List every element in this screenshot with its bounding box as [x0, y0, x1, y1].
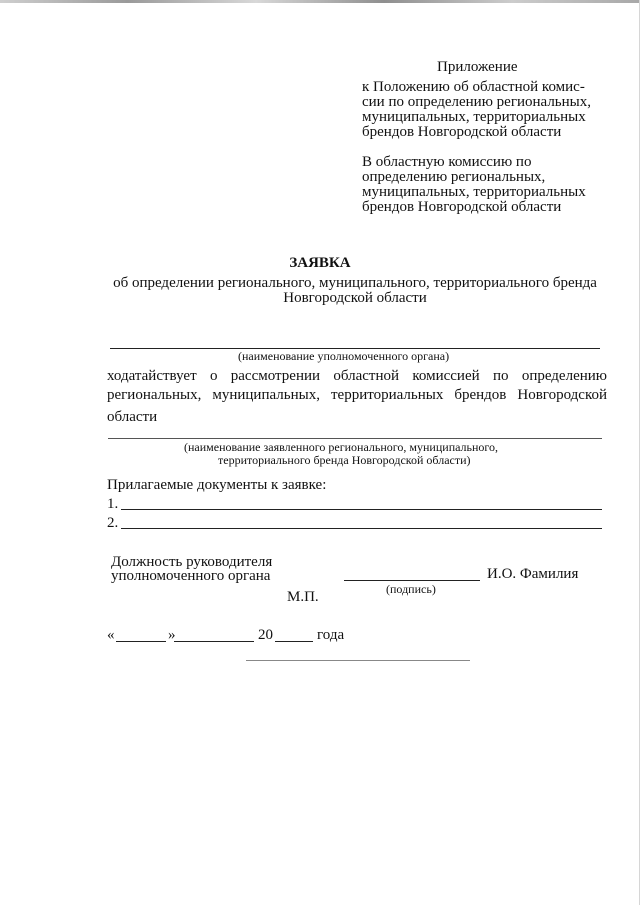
addressee-line-3: муниципальных, территориальных [362, 184, 586, 200]
document-subtitle-line-1: об определении регионального, муниципального, территориального бренда [113, 275, 597, 291]
date-close-quote: » [168, 627, 176, 643]
appendix-line-4: брендов Новгородской области [362, 124, 562, 140]
document-title: ЗАЯВКА [289, 255, 351, 271]
document-subtitle-line-2: Новгородской области [283, 290, 427, 306]
brand-name-line [108, 438, 602, 439]
signature-hint: (подпись) [386, 582, 436, 596]
appendix-line-1: к Положению об областной комис- [362, 79, 585, 95]
petition-line-3: области [107, 409, 158, 425]
attachment-number-1: 1. [107, 496, 119, 512]
date-year-prefix: 20 [258, 627, 273, 643]
signature-line [344, 580, 480, 581]
appendix-line-2: сии по определению региональных, [362, 94, 592, 110]
bottom-rule [246, 660, 470, 661]
attachment-line-1 [121, 509, 602, 510]
date-month-line [174, 641, 254, 642]
addressee-line-1: В областную комиссию по [362, 154, 532, 170]
date-year-suffix: года [317, 627, 345, 643]
appendix-line-3: муниципальных, территориальных [362, 109, 586, 125]
addressee-line-4: брендов Новгородской области [362, 199, 562, 215]
date-day-line [116, 641, 166, 642]
signatory-name: И.О. Фамилия [487, 566, 579, 582]
appendix-label: Приложение [437, 59, 518, 75]
petition-line-1: ходатайствует о рассмотрении областной комиссией по определению [107, 368, 607, 384]
organ-name-hint: (наименование уполномоченного органа) [238, 349, 450, 363]
position-line-1: Должность руководителя [111, 554, 273, 570]
brand-name-hint-2: территориального бренда Новгородской области) [218, 453, 471, 467]
petition-line-2: региональных, муниципальных, территориальных брендов Новгородской [107, 387, 607, 403]
addressee-line-2: определению региональных, [362, 169, 546, 185]
brand-name-hint-1: (наименование заявленного регионального, муниципального, [184, 440, 499, 454]
scan-top-edge [0, 0, 640, 3]
attachment-number-2: 2. [107, 515, 119, 531]
attachment-line-2 [121, 528, 602, 529]
date-open-quote: « [107, 627, 115, 643]
position-line-2: уполномоченного органа [111, 568, 271, 584]
attachments-title: Прилагаемые документы к заявке: [107, 477, 327, 493]
stamp-place: М.П. [287, 589, 319, 605]
date-year-line [275, 641, 313, 642]
